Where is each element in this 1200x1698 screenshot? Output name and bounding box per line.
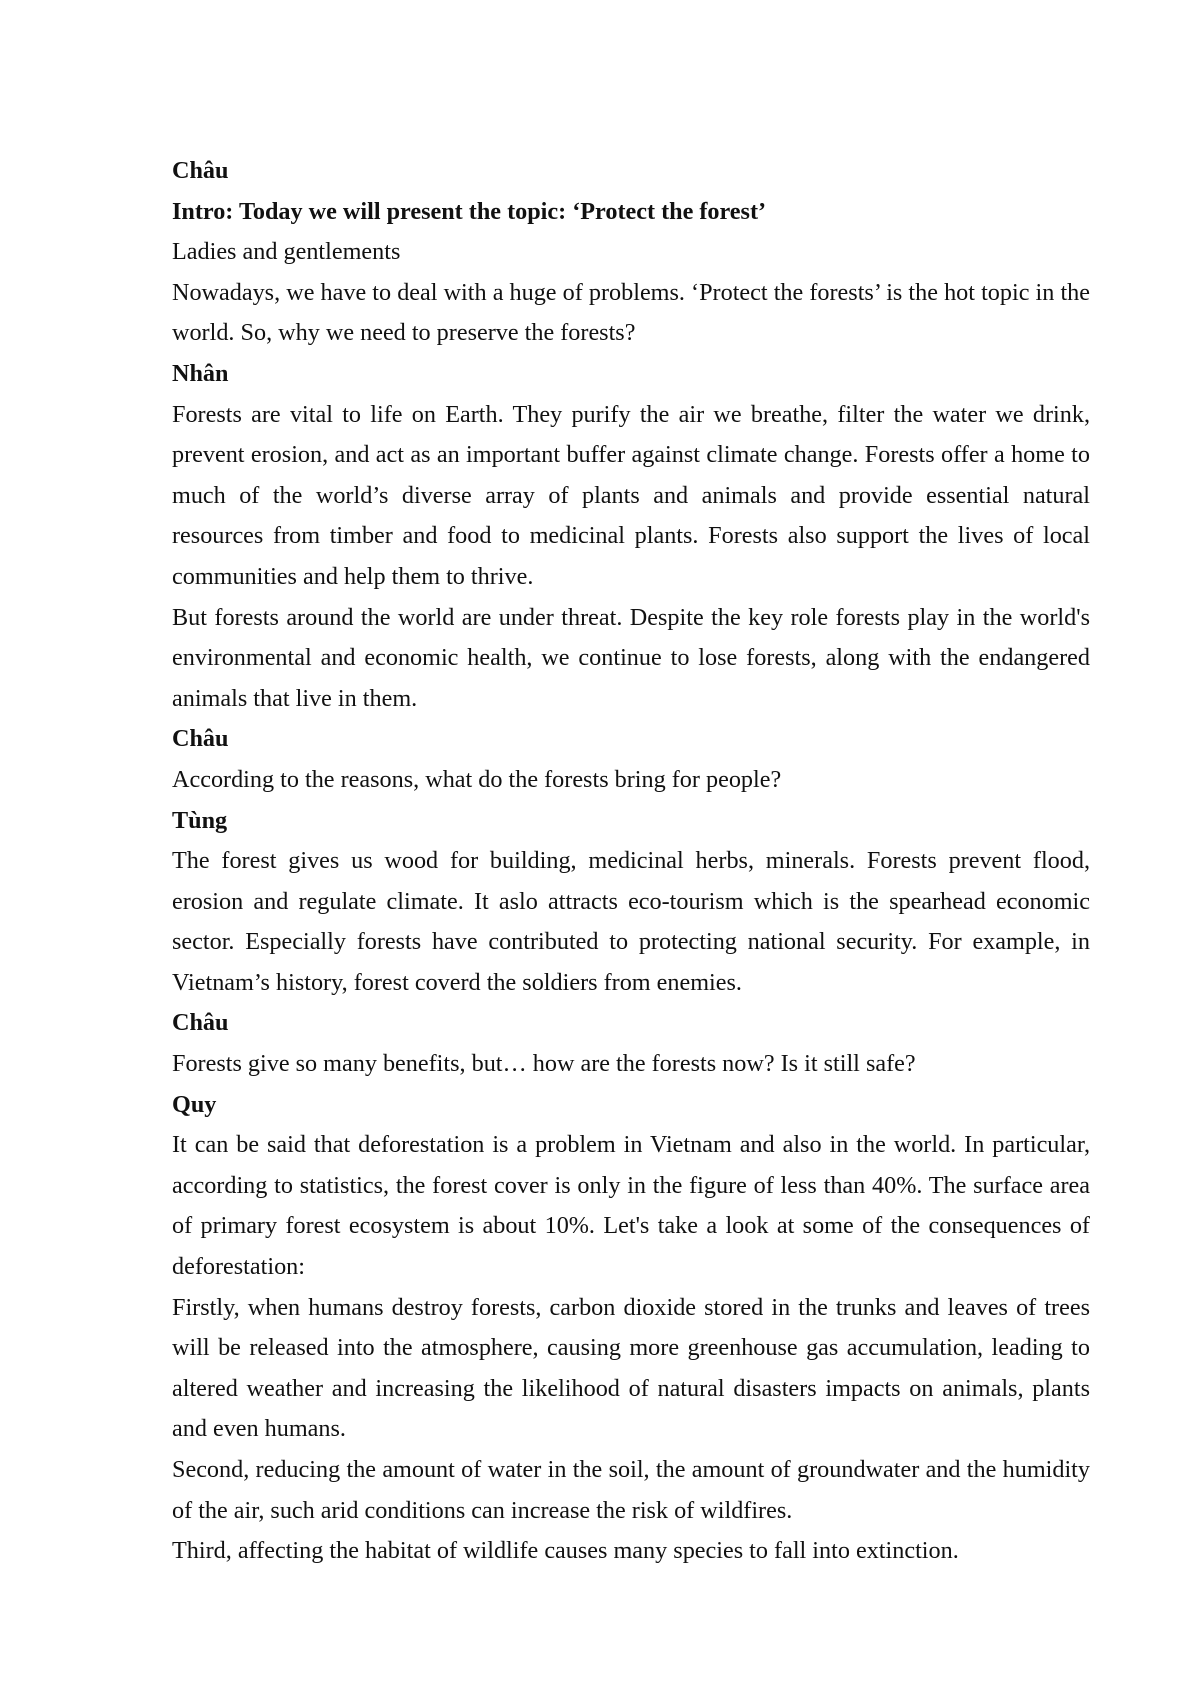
speaker-label: Quy [172,1090,217,1118]
speaker-label: Châu [172,725,229,753]
paragraph: Forests are vital to life on Earth. They purify the air we breathe, filter the water we drink, prevent erosion, and act as an important buffer against climate change. Forests offer a home to much of the world’s diverse array of plants and animals and provide essential natural resources from timber and food to medicinal plants. Forests also support the lives of local communities and help them to thrive. [172,400,1090,590]
paragraph-final: Third, affecting the habitat of wildlife causes many species to fall into extinction. [172,1537,959,1565]
speaker-label: Tùng [172,806,228,834]
speaker-label: Châu [172,1009,229,1037]
paragraph: Firstly, when humans destroy forests, carbon dioxide stored in the trunks and leaves of trees will be released into the atmosphere, causing more greenhouse gas accumulation, leading to altered weather and increasing the likelihood of natural disasters impacts on animals, plants and even humans. [172,1293,1090,1443]
speaker-label: Nhân [172,359,229,387]
paragraph: Second, reducing the amount of water in the soil, the amount of groundwater and the humidity of the air, such arid conditions can increase the risk of wildfires. [172,1456,1090,1524]
paragraph: The forest gives us wood for building, medicinal herbs, minerals. Forests prevent flood, erosion and regulate climate. It aslo attracts eco-tourism which is the spearhead economic sector. Especially forests have contributed to protecting national security. For example, in Vietnam’s history, forest coverd the soldiers from enemies. [172,847,1090,996]
question-line: According to the reasons, what do the forests bring for people? [172,765,782,793]
paragraph: Nowadays, we have to deal with a huge of problems. ‘Protect the forests’ is the hot topic in the world. So, why we need to preserve the forests? [172,278,1090,347]
speaker-label: Châu [172,157,229,184]
question-line: Forests give so many benefits, but… how are the forests now? Is it still safe? [172,1050,916,1078]
intro-heading: Intro: Today we will present the topic: ‘Protect the forest’ [172,197,767,225]
paragraph: It can be said that deforestation is a problem in Vietnam and also in the world. In particular, according to statistics, the forest cover is only in the figure of less than 40%. The surface area of primary forest ecosystem is about 10%. Let's take a look at some of the consequences of deforestation: [172,1131,1090,1281]
greeting-line: Ladies and gentlements [172,238,401,266]
paragraph: But forests around the world are under threat. Despite the key role forests play in the world's environmental and economic health, we continue to lose forests, along with the endangered animals that live in them. [172,603,1090,712]
document-body [172,151,1090,1572]
